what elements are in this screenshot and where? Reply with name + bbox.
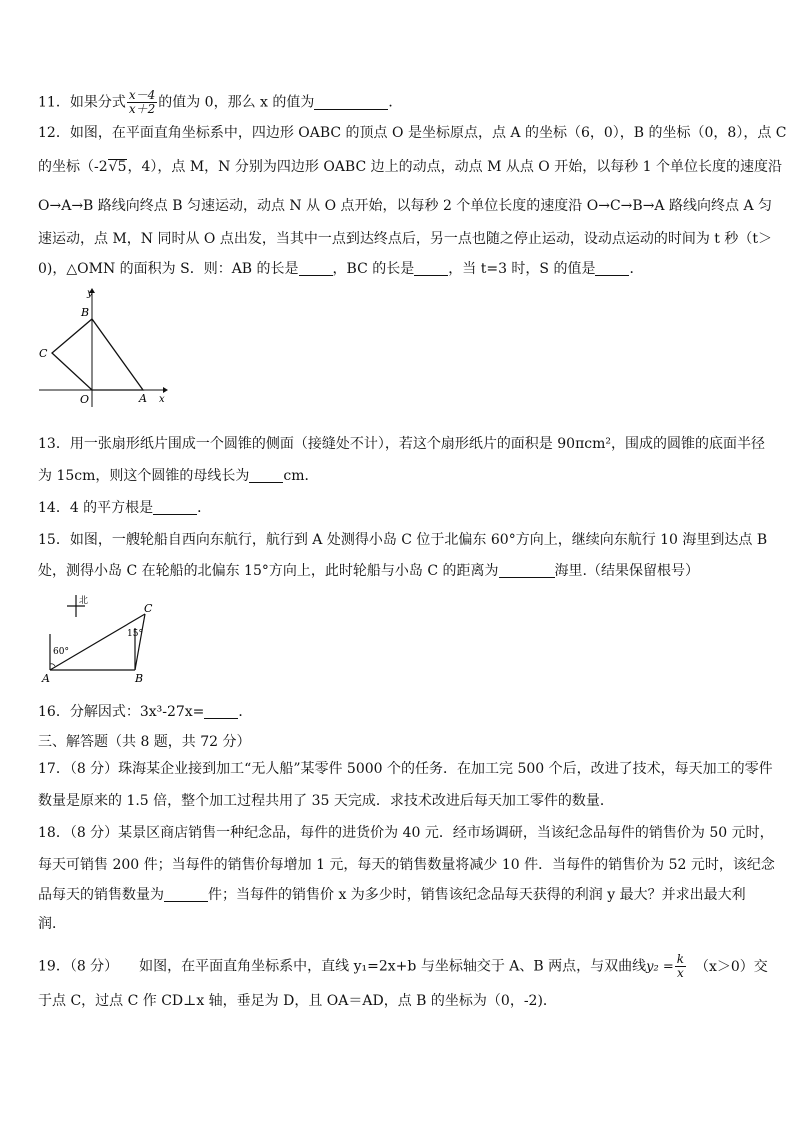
answer-blank[interactable]: [164, 887, 208, 902]
answer-blank-bc[interactable]: [414, 261, 448, 276]
label-15: 15°: [127, 629, 143, 639]
q12-figure: [35, 285, 170, 410]
label-y: y: [87, 288, 93, 299]
label-b: B: [135, 672, 144, 685]
answer-blank[interactable]: [314, 95, 388, 110]
sqrt: √5: [108, 159, 127, 175]
label-a: A: [139, 392, 147, 405]
section-heading: 三、解答题（共 8 题，共 72 分）: [38, 734, 251, 750]
answer-blank[interactable]: [499, 563, 555, 578]
segment-ac: [50, 614, 145, 670]
quadrilateral-oabc: [52, 319, 143, 390]
fraction: $\frac{x-4}{x+2}$: [128, 88, 156, 116]
segment-bc: [135, 614, 145, 670]
answer-blank[interactable]: [153, 500, 197, 515]
label-north: 北: [79, 596, 89, 606]
fraction: $\frac{k}{x}$: [676, 952, 684, 980]
label-60: 60°: [53, 647, 69, 657]
angle-arc-a: [50, 664, 55, 666]
label-x: x: [159, 394, 165, 405]
x-axis-arrow: [163, 387, 168, 393]
label-a: A: [42, 672, 50, 685]
answer-blank-ab[interactable]: [299, 261, 333, 276]
question-11: 11．如果分式 $\frac{x-4}{x+2}$ 的值为 0，那么 x 的值为 ．: [38, 88, 403, 116]
question-14: 14．4 的平方根是 ．: [38, 500, 212, 516]
label-o: O: [80, 393, 90, 406]
answer-blank[interactable]: [204, 704, 238, 719]
q15-figure: [38, 590, 163, 685]
question-16: 16．分解因式：3x³-27x= ．: [38, 704, 253, 720]
answer-blank-s[interactable]: [595, 261, 629, 276]
label-c: C: [39, 347, 48, 360]
answer-blank[interactable]: [249, 468, 283, 483]
label-c: C: [144, 602, 153, 615]
label-b: B: [81, 306, 90, 319]
